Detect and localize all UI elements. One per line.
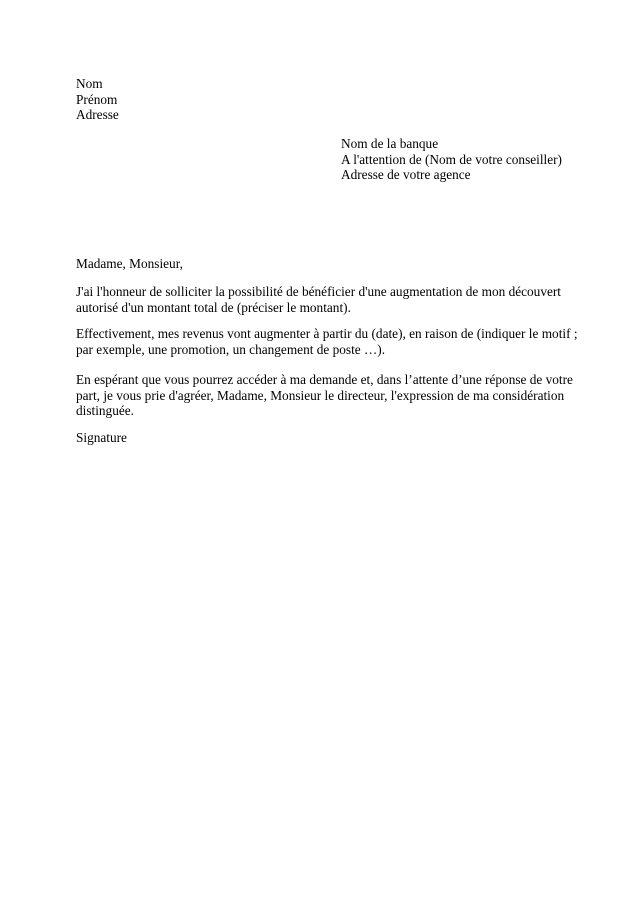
paragraph-request xyxy=(76,284,576,315)
paragraph-line: Effectivement, mes revenus vont augmenter à partir du (date), en raison de (indiquer le motif ; xyxy=(76,326,578,341)
recipient-block xyxy=(341,136,562,183)
recipient-bank-name: Nom de la banque xyxy=(341,136,439,151)
paragraph-line: part, je vous prie d'agréer, Madame, Monsieur le directeur, l'expression de ma considération xyxy=(76,387,565,403)
sender-block xyxy=(76,76,119,123)
paragraph-line: autorisé d'un montant total de (préciser le montant). xyxy=(76,299,351,315)
paragraph-line: distinguée. xyxy=(76,403,134,419)
paragraph-closing xyxy=(76,372,576,419)
sender-name: Nom xyxy=(76,76,103,91)
paragraph-line: En espérant que vous pourrez accéder à ma demande et, dans l’attente d’une réponse de votre xyxy=(76,372,573,387)
salutation: Madame, Monsieur, xyxy=(76,256,183,271)
paragraph-line: J'ai l'honneur de solliciter la possibilité de bénéficier d'une augmentation de mon découvert xyxy=(76,284,561,299)
signature: Signature xyxy=(76,430,127,445)
paragraph-line: par exemple, une promotion, un changement de poste …). xyxy=(76,341,386,357)
recipient-agency-address: Adresse de votre agence xyxy=(341,167,471,183)
sender-address: Adresse xyxy=(76,107,119,123)
paragraph-justification xyxy=(76,326,576,357)
sender-first-name: Prénom xyxy=(76,91,118,107)
recipient-attention: A l'attention de (Nom de votre conseiller) xyxy=(341,151,562,167)
